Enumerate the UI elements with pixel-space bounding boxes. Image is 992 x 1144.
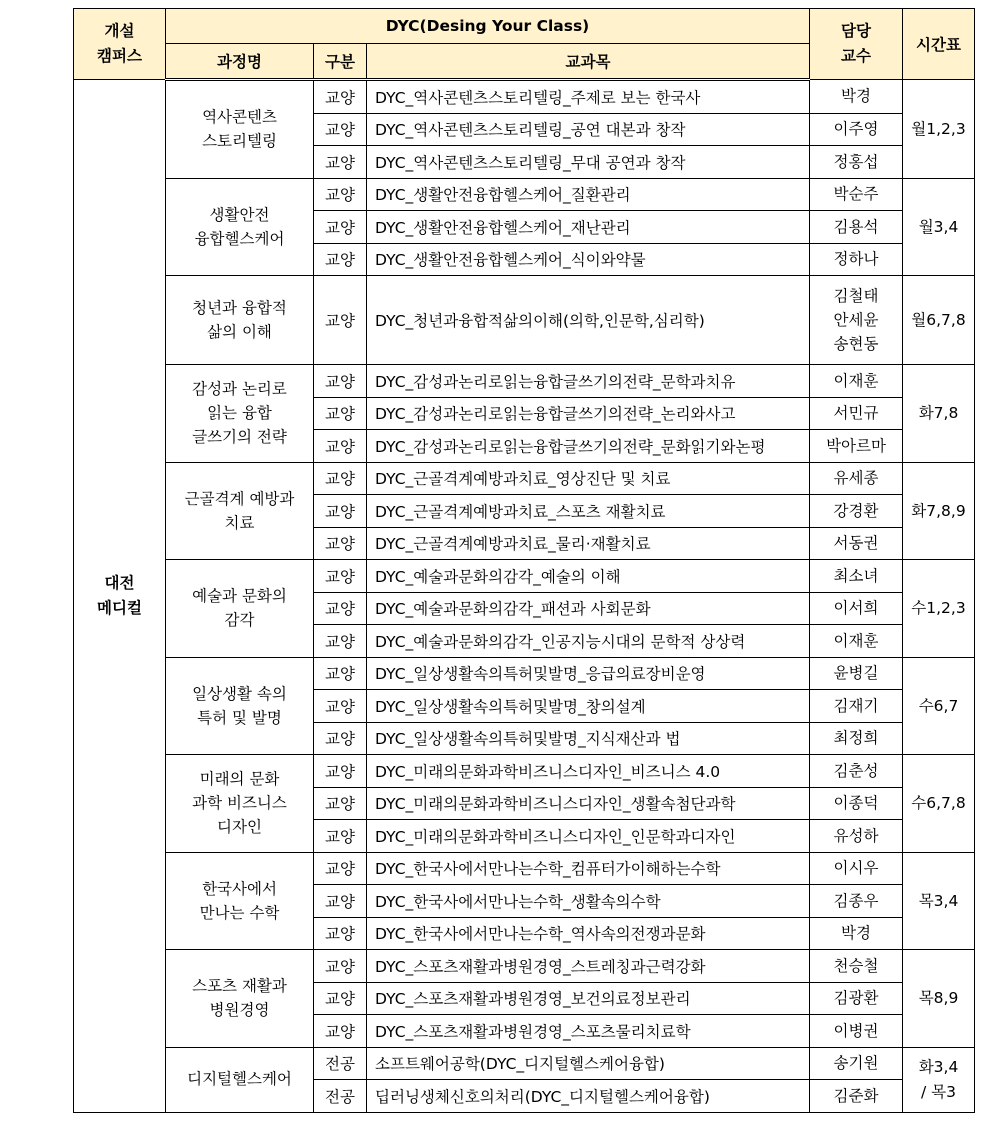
professor-cell (810, 276, 903, 365)
course-name-cell (166, 852, 314, 950)
subject-cell: DYC_역사콘텐츠스토리텔링_무대 공연과 창작 (367, 146, 810, 179)
professor-cell (810, 885, 903, 918)
type-cell: 교양 (314, 755, 367, 788)
subject-cell: DYC_스포츠재활과병원경영_스트레칭과근력강화 (367, 950, 810, 983)
professor-cell (810, 690, 903, 723)
type-cell: 교양 (314, 625, 367, 658)
professor-name: 유성하 (833, 826, 879, 845)
professor-name: 박아르마 (826, 436, 886, 455)
professor-cell (810, 211, 903, 244)
professor-name: 박경 (841, 87, 871, 106)
header-campus (74, 9, 166, 80)
course-name-line: 디자인 (217, 818, 262, 837)
subject-cell: DYC_근골격계예방과치료_영상진단 및 치료 (367, 462, 810, 495)
professor-cell (810, 243, 903, 276)
professor-name: 정하나 (833, 250, 879, 269)
type-cell: 교양 (314, 397, 367, 430)
course-name-cell (166, 657, 314, 755)
type-cell: 교양 (314, 146, 367, 179)
professor-name: 이재훈 (833, 371, 879, 390)
subject-cell: DYC_미래의문화과학비즈니스디자인_인문학과디자인 (367, 820, 810, 853)
subject-cell: DYC_일상생활속의특허및발명_지식재산과 법 (367, 722, 810, 755)
header-campus-line2: 캠퍼스 (97, 47, 142, 65)
subject-cell: DYC_생활안전융합헬스케어_질환관리 (367, 178, 810, 211)
type-cell: 교양 (314, 592, 367, 625)
course-name-line: 스포츠 재활과 (192, 977, 287, 996)
subject-cell: DYC_근골격계예방과치료_물리·재활치료 (367, 527, 810, 560)
table-row (74, 852, 975, 885)
type-cell: 교양 (314, 722, 367, 755)
professor-name: 김재기 (833, 696, 879, 715)
timetable-line: 월3,4 (918, 217, 959, 236)
professor-name: 안세윤 (833, 310, 879, 329)
professor-cell (810, 397, 903, 430)
course-schedule-table (73, 8, 975, 1113)
header-type: 구분 (314, 44, 367, 80)
course-name-line: 일상생활 속의 (192, 684, 287, 703)
subject-cell: DYC_한국사에서만나는수학_역사속의전쟁과문화 (367, 917, 810, 950)
subject-cell: DYC_생활안전융합헬스케어_식이와약물 (367, 243, 810, 276)
table-row (74, 950, 975, 983)
professor-cell (810, 820, 903, 853)
subject-cell: DYC_예술과문화의감각_인공지능시대의 문학적 상상력 (367, 625, 810, 658)
subject-cell: DYC_한국사에서만나는수학_컴퓨터가이해하는수학 (367, 852, 810, 885)
type-cell: 교양 (314, 852, 367, 885)
type-cell: 교양 (314, 982, 367, 1015)
campus-line1: 대전 (104, 573, 135, 592)
course-name-line: 한국사에서 (202, 879, 277, 898)
type-cell: 교양 (314, 365, 367, 398)
timetable-line: 수6,7 (918, 696, 959, 715)
professor-name: 김철태 (833, 286, 879, 305)
timetable-line: 월1,2,3 (911, 119, 966, 138)
course-name-cell (166, 178, 314, 276)
course-name-line: 읽는 융합 (207, 404, 272, 423)
table-row (74, 178, 975, 211)
professor-cell (810, 1047, 903, 1080)
professor-cell (810, 178, 903, 211)
course-name-cell (166, 365, 314, 463)
professor-cell (810, 625, 903, 658)
professor-cell (810, 1015, 903, 1048)
professor-cell (810, 1080, 903, 1113)
table-row (74, 1047, 975, 1080)
type-cell: 교양 (314, 885, 367, 918)
course-name-line: 치료 (224, 513, 255, 532)
subject-cell: DYC_감성과논리로읽는융합글쓰기의전략_문학과치유 (367, 365, 810, 398)
table-row (74, 276, 975, 365)
professor-name: 김춘성 (833, 761, 879, 780)
course-name-cell (166, 950, 314, 1048)
timetable-line: 목8,9 (918, 989, 959, 1008)
course-name-line: 감성과 논리로 (192, 380, 287, 399)
course-name-line: 미래의 문화 (199, 770, 280, 789)
type-cell: 교양 (314, 113, 367, 146)
header-prof-line1: 담당 (841, 22, 871, 41)
header-professor (810, 9, 903, 80)
professor-cell (810, 462, 903, 495)
course-name-cell (166, 276, 314, 365)
professor-cell (810, 146, 903, 179)
type-cell: 전공 (314, 1047, 367, 1080)
course-name-cell (166, 462, 314, 560)
professor-cell (810, 917, 903, 950)
header-campus-line1: 개설 (104, 22, 135, 41)
header-course: 과정명 (166, 44, 314, 80)
type-cell: 교양 (314, 657, 367, 690)
professor-cell (810, 722, 903, 755)
table-row (74, 80, 975, 114)
timetable-cell (903, 852, 975, 950)
type-cell: 교양 (314, 527, 367, 560)
table-row (74, 657, 975, 690)
subject-cell: DYC_스포츠재활과병원경영_보건의료정보관리 (367, 982, 810, 1015)
subject-cell: DYC_예술과문화의감각_패션과 사회문화 (367, 592, 810, 625)
timetable-line: / 목3 (921, 1082, 956, 1101)
subject-cell: DYC_역사콘텐츠스토리텔링_주제로 보는 한국사 (367, 80, 810, 114)
course-name-cell (166, 560, 314, 658)
professor-name: 송현동 (833, 335, 879, 353)
table-row (74, 755, 975, 788)
timetable-cell (903, 276, 975, 365)
type-cell: 교양 (314, 917, 367, 950)
type-cell: 교양 (314, 820, 367, 853)
schedule-body (74, 80, 975, 1113)
course-name-line: 근골격계 예방과 (184, 489, 295, 508)
type-cell: 교양 (314, 211, 367, 244)
subject-cell: 딥러닝생체신호의처리(DYC_디지털헬스케어융합) (367, 1080, 810, 1113)
header-dyc-title: DYC(Desing Your Class) (166, 9, 810, 44)
professor-cell (810, 592, 903, 625)
campus-cell (74, 80, 166, 1113)
type-cell: 교양 (314, 430, 367, 463)
professor-name: 강경환 (833, 501, 879, 520)
timetable-cell (903, 80, 975, 179)
type-cell: 교양 (314, 495, 367, 528)
course-name-line: 디지털헬스케어 (187, 1070, 292, 1089)
type-cell: 교양 (314, 243, 367, 276)
professor-name: 이시우 (833, 859, 879, 878)
professor-cell (810, 495, 903, 528)
header-subject: 교과목 (367, 44, 810, 80)
timetable-cell (903, 950, 975, 1048)
type-cell: 교양 (314, 80, 367, 114)
professor-name: 이병권 (833, 1021, 879, 1040)
subject-cell: DYC_근골격계예방과치료_스포츠 재활치료 (367, 495, 810, 528)
course-name-line: 생활안전 (209, 205, 270, 224)
professor-name: 이주영 (833, 120, 879, 139)
course-name-line: 과학 비즈니스 (192, 794, 287, 813)
timetable-line: 월6,7,8 (911, 310, 966, 329)
type-cell: 교양 (314, 690, 367, 723)
subject-cell: DYC_미래의문화과학비즈니스디자인_생활속첨단과학 (367, 787, 810, 820)
professor-cell (810, 560, 903, 593)
subject-cell: DYC_미래의문화과학비즈니스디자인_비즈니스 4.0 (367, 755, 810, 788)
subject-cell: DYC_스포츠재활과병원경영_스포츠물리치료학 (367, 1015, 810, 1048)
professor-name: 송기원 (833, 1054, 879, 1073)
subject-cell: DYC_역사콘텐츠스토리텔링_공연 대본과 창작 (367, 113, 810, 146)
professor-cell (810, 430, 903, 463)
table-row (74, 560, 975, 593)
professor-name: 최정희 (833, 729, 879, 748)
professor-name: 천승철 (833, 956, 879, 975)
subject-cell: DYC_일상생활속의특허및발명_응급의료장비운영 (367, 657, 810, 690)
type-cell: 교양 (314, 462, 367, 495)
professor-cell (810, 657, 903, 690)
professor-name: 김광환 (833, 989, 879, 1008)
table-row (74, 365, 975, 398)
professor-name: 이재훈 (833, 631, 879, 650)
timetable-line: 목3,4 (918, 891, 959, 910)
professor-name: 서동권 (833, 534, 879, 553)
professor-name: 정홍섭 (833, 152, 879, 171)
professor-cell (810, 365, 903, 398)
subject-cell: 소프트웨어공학(DYC_디지털헬스케어융합) (367, 1047, 810, 1080)
subject-cell: DYC_청년과융합적삶의이해(의학,인문학,심리학) (367, 276, 810, 365)
timetable-line: 수1,2,3 (911, 599, 966, 618)
professor-name: 김용석 (833, 217, 879, 236)
professor-name: 이종덕 (833, 794, 879, 813)
professor-name: 김준화 (833, 1086, 879, 1105)
course-name-line: 특허 및 발명 (197, 708, 282, 727)
timetable-cell (903, 657, 975, 755)
professor-name: 박순주 (833, 185, 879, 204)
subject-cell: DYC_일상생활속의특허및발명_창의설계 (367, 690, 810, 723)
timetable-cell (903, 462, 975, 560)
campus-line2: 메디컬 (97, 598, 142, 617)
header-timetable: 시간표 (903, 9, 975, 80)
professor-name: 김종우 (833, 891, 879, 910)
professor-cell (810, 787, 903, 820)
professor-cell (810, 982, 903, 1015)
timetable-line: 화7,8 (918, 404, 959, 423)
type-cell: 교양 (314, 276, 367, 365)
professor-cell (810, 755, 903, 788)
professor-cell (810, 113, 903, 146)
type-cell: 교양 (314, 787, 367, 820)
subject-cell: DYC_생활안전융합헬스케어_재난관리 (367, 211, 810, 244)
timetable-cell (903, 1047, 975, 1112)
timetable-cell (903, 755, 975, 853)
course-name-line: 예술과 문화의 (192, 587, 287, 606)
timetable-cell (903, 178, 975, 276)
timetable-line: 수6,7,8 (911, 794, 966, 813)
course-name-line: 감각 (224, 611, 255, 630)
professor-name: 유세종 (833, 469, 879, 488)
subject-cell: DYC_예술과문화의감각_예술의 이해 (367, 560, 810, 593)
subject-cell: DYC_감성과논리로읽는융합글쓰기의전략_문화읽기와논평 (367, 430, 810, 463)
timetable-line: 화3,4 (918, 1058, 959, 1077)
type-cell: 교양 (314, 178, 367, 211)
professor-cell (810, 950, 903, 983)
course-name-line: 삶의 이해 (207, 323, 272, 341)
professor-name: 이서희 (833, 599, 879, 618)
course-name-line: 만나는 수학 (199, 903, 280, 922)
type-cell: 교양 (314, 560, 367, 593)
course-name-cell (166, 80, 314, 179)
subject-cell: DYC_한국사에서만나는수학_생활속의수학 (367, 885, 810, 918)
timetable-line: 화7,8,9 (911, 501, 966, 520)
course-name-cell (166, 755, 314, 853)
course-name-line: 글쓰기의 전략 (192, 428, 287, 447)
course-name-line: 융합헬스케어 (194, 229, 285, 248)
professor-name: 윤병길 (833, 664, 879, 683)
subject-cell: DYC_감성과논리로읽는융합글쓰기의전략_논리와사고 (367, 397, 810, 430)
course-name-line: 역사콘텐츠 (202, 108, 277, 127)
timetable-cell (903, 365, 975, 463)
professor-cell (810, 80, 903, 114)
type-cell: 교양 (314, 950, 367, 983)
type-cell: 교양 (314, 1015, 367, 1048)
professor-name: 최소녀 (833, 566, 879, 585)
course-name-cell (166, 1047, 314, 1112)
professor-cell (810, 527, 903, 560)
type-cell: 전공 (314, 1080, 367, 1113)
header-prof-line2: 교수 (841, 47, 871, 65)
professor-name: 박경 (841, 924, 871, 943)
course-name-line: 청년과 융합적 (192, 298, 287, 317)
course-name-line: 병원경영 (209, 1001, 270, 1020)
professor-name: 서민규 (833, 404, 879, 423)
professor-cell (810, 852, 903, 885)
timetable-cell (903, 560, 975, 658)
table-row (74, 462, 975, 495)
course-name-line: 스토리텔링 (202, 132, 277, 151)
